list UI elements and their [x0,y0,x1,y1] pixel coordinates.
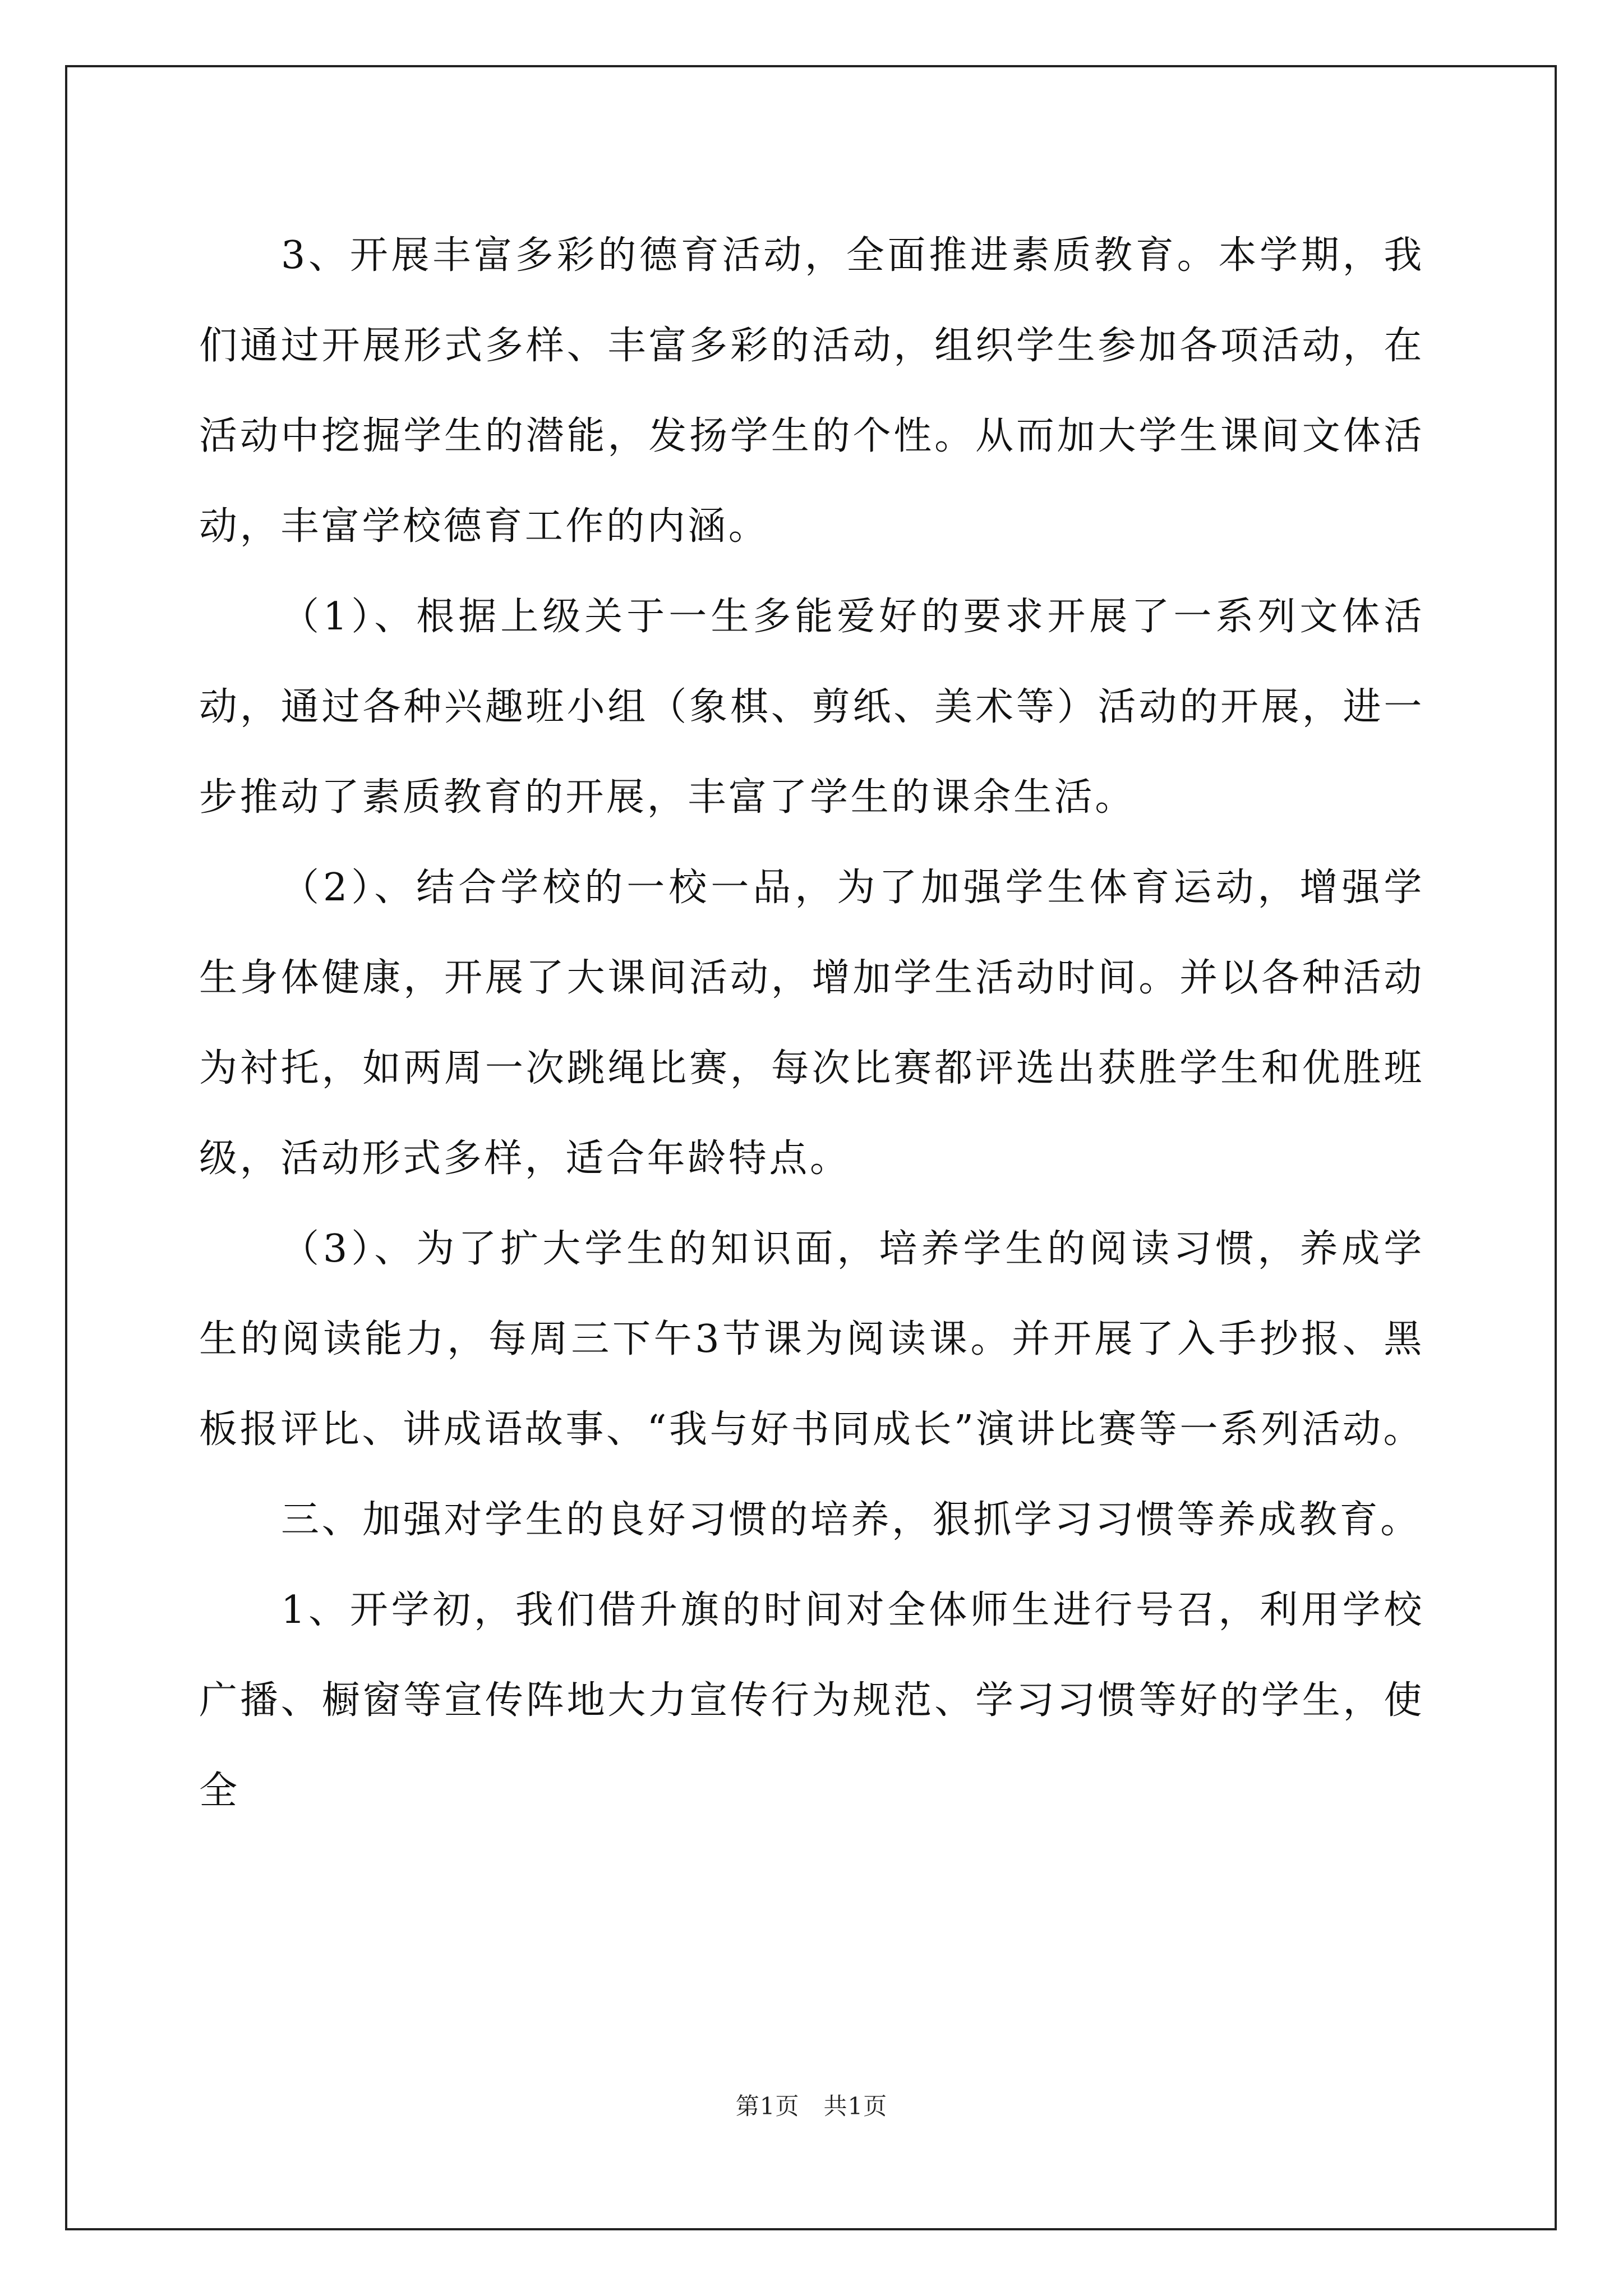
paragraph-interest-groups: （1）、根据上级关于一生多能爱好的要求开展了一系列文体活动，通过各种兴趣班小组（象棋、剪纸、美术等）活动的开展，进一步推动了素质教育的开展，丰富了学生的课余生活。 [199,595,1424,820]
page-footer: 第1页 共1页 [735,2092,888,2120]
section-heading-habits: 三、加强对学生的良好习惯的培养，狠抓学习习惯等养成教育。 [281,1498,1421,1542]
paragraph-sports-activities: （2）、结合学校的一校一品，为了加强学生体育运动，增强学生身体健康，开展了大课间活动，增加学生活动时间。并以各种活动为衬托，如两周一次跳绳比赛，每次比赛都评选出获胜学生和优胜班级，活动形式多样，适合年龄特点。 [199,866,1424,1181]
document-body [199,210,1424,1836]
paragraph-reading-activities: （3）、为了扩大学生的知识面，培养学生的阅读习惯，养成学生的阅读能力，每周三下午3节课为阅读课。并开展了入手抄报、黑板报评比、讲成语故事、“我与好书同成长”演讲比赛等一系列活动。 [199,1227,1424,1452]
paragraph-school-start: 1、开学初，我们借升旗的时间对全体师生进行号召，利用学校广播、橱窗等宣传阵地大力宣传行为规范、学习习惯等好的学生，使全 [199,1588,1424,1813]
paragraph-moral-activities: 3、开展丰富多彩的德育活动，全面推进素质教育。本学期，我们通过开展形式多样、丰富多彩的活动，组织学生参加各项活动，在活动中挖掘学生的潜能，发扬学生的个性。从而加大学生课间文体活动，丰富学校德育工作的内涵。 [199,233,1424,549]
